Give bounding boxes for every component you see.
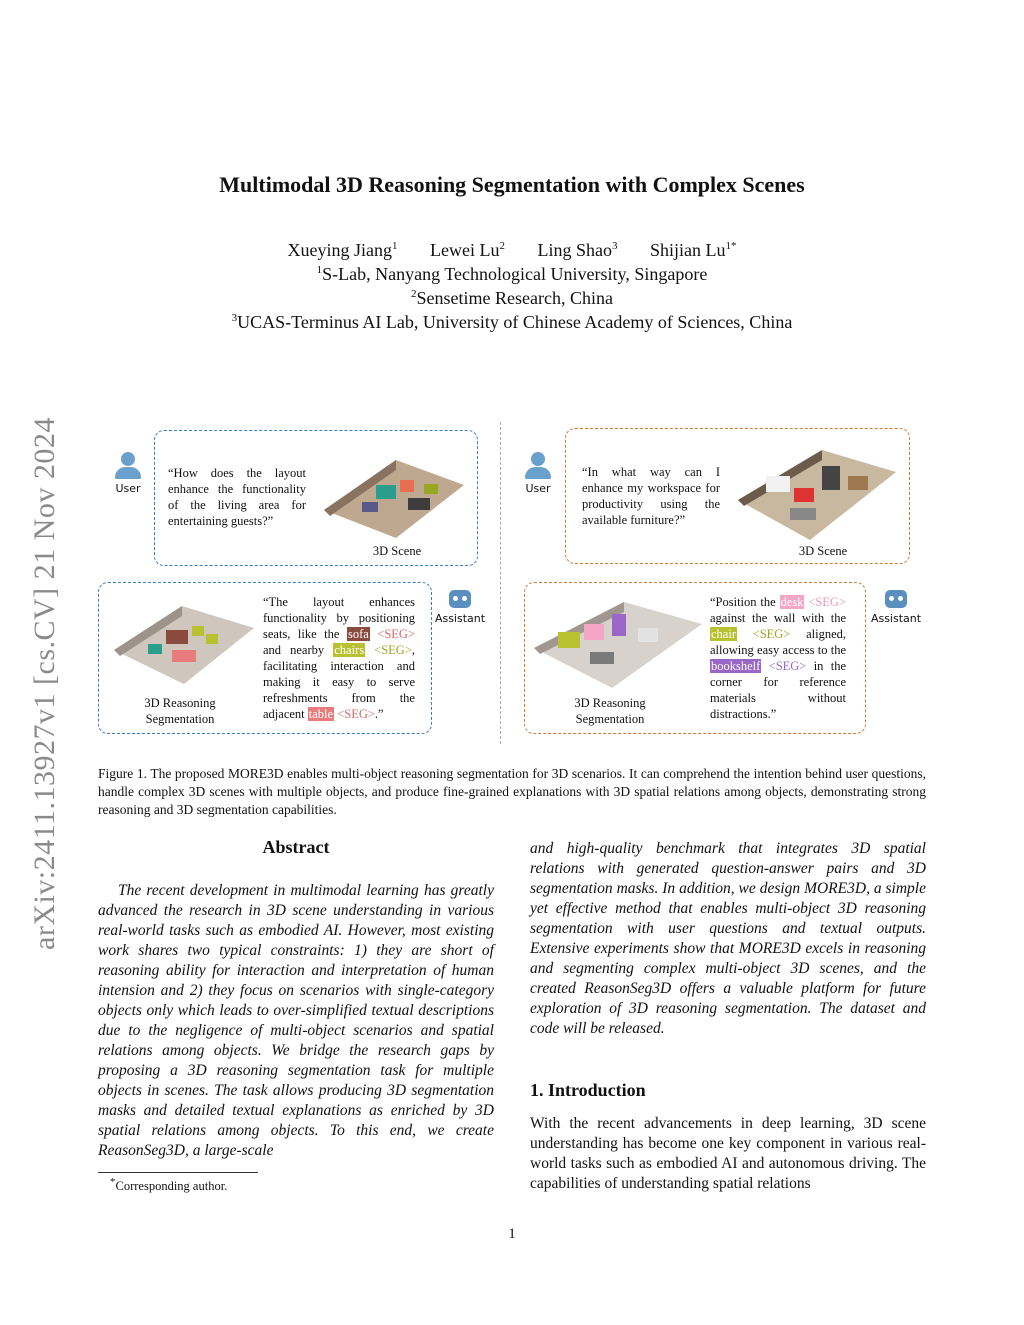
author: Xueying Jiang$^1$ [287,240,398,260]
author-list [0,240,1024,261]
scene-label: 3D Scene [372,544,422,558]
office-segmentation-image [528,588,706,692]
figure-divider [500,422,501,744]
footnote: *Corresponding author. [110,1176,228,1194]
segmentation-label: 3D Reasoning Segmentation [574,696,646,726]
right-answer-text: “Position the desk <SEG> against the wall with the chair <SEG> aligned, allowing easy access to the bookshelf <SEG> in the corner for reference materials without distractions.” [710,595,847,721]
segmentation-label: 3D Reasoning Segmentation [144,696,216,726]
introduction-heading: 1. Introduction [530,1080,646,1100]
user-avatar: User [518,452,558,495]
introduction-text: With the recent advancements in deep learning, 3D scene understanding has become one key component in various real-world tasks such as embodied AI and autonomous driving. The capabilities of understanding spatial relations [530,1115,926,1192]
right-question-text: “In what way can I enhance my workspace for productivity using the available furniture?” [582,465,720,527]
user-avatar: User [108,452,148,495]
highlight-desk: desk [780,595,804,609]
abstract-text-left: The recent development in multimodal learning has greatly advanced the research in 3D scene understanding in various real-world tasks such as embodied AI. However, most existing work shares two typical constraints: 1) they are short of reasoning ability for interaction and interpretation of human intension and 2) they focus on scenarios with single-category objects only which leads to over-simplified textual descriptions due to the negligence of multi-object scenarios and spatial relations among objects. We bridge the research gaps by proposing a 3D reasoning segmentation task for multiple objects in scenes. The task allows producing 3D segmentation masks and detailed textual explanations as enriched by 3D spatial relations among objects. To this end, we create ReasonSeg3D, a large-scale [98,882,494,1159]
abstract-text-right: and high-quality benchmark that integrates 3D spatial relations with generated question-answer pairs and 3D segmentation masks. In addition, we design MORE3D, a simple yet effective method that enables multi-object 3D reasoning segmentation with user questions and textual outputs. Extensive experiments show that MORE3D excels in reasoning and segmenting complex multi-object 3D scenes, and the created ReasonSeg3D offers a valuable platform for future exploration of 3D reasoning segmentation. The dataset and code will be released. [530,840,926,1037]
arxiv-stamp: arXiv:2411.13927v1 [cs.CV] 21 Nov 2024 [28,417,61,950]
assistant-avatar: Assistant [866,590,926,625]
user-icon [121,452,135,466]
assistant-avatar: Assistant [430,590,490,625]
figure-caption: Figure 1. The proposed MORE3D enables multi-object reasoning segmentation for 3D scenarios. It can comprehend the intention behind user questions, handle complex 3D scenes with multiple objects, and produce fine-grained explanations with 3D spatial relations among objects, demonstrating strong reasoning and 3D segmentation capabilities. [98,766,926,817]
living-room-scene-image [316,440,466,540]
robot-icon [885,590,907,608]
affiliation: $^3$UCAS-Terminus AI Lab, University of Chinese Academy of Sciences, China [231,312,793,332]
author: Ling Shao$^3$ [537,240,618,260]
left-question-text: “How does the layout enhance the functionality of the living area for entertaining guests?” [168,466,306,528]
paper-title: Multimodal 3D Reasoning Segmentation with Complex Scenes [219,172,805,197]
affiliation: $^2$Sensetime Research, China [411,288,613,308]
robot-icon [449,590,471,608]
author: Shijian $Lu^{1*}$ [649,240,737,260]
footnote-rule [98,1172,258,1173]
scene-label: 3D Scene [798,544,848,558]
highlight-bookshelf: bookshelf [711,659,761,673]
left-answer-text: “The layout enhances functionality by positioning seats, like the sofa <SEG> and nearby chairs <SEG>, facilitating interaction and making it easy to serve refreshments from the adjacent table <SEG>.” [263,595,415,721]
living-room-segmentation-image [108,588,258,688]
abstract-heading: Abstract [262,837,330,857]
user-icon [531,452,545,466]
highlight-chairs: chairs [334,643,365,657]
page-number: 1 [508,1226,516,1242]
highlight-sofa: sofa [347,627,369,641]
office-scene-image [730,436,900,544]
highlight-chair: chair [711,627,736,641]
highlight-table: table [308,707,334,721]
affiliation: $^1$S-Lab, Nanyang Technological University, Singapore [316,264,708,284]
author: Lewei Lu$^2$ [430,240,505,260]
